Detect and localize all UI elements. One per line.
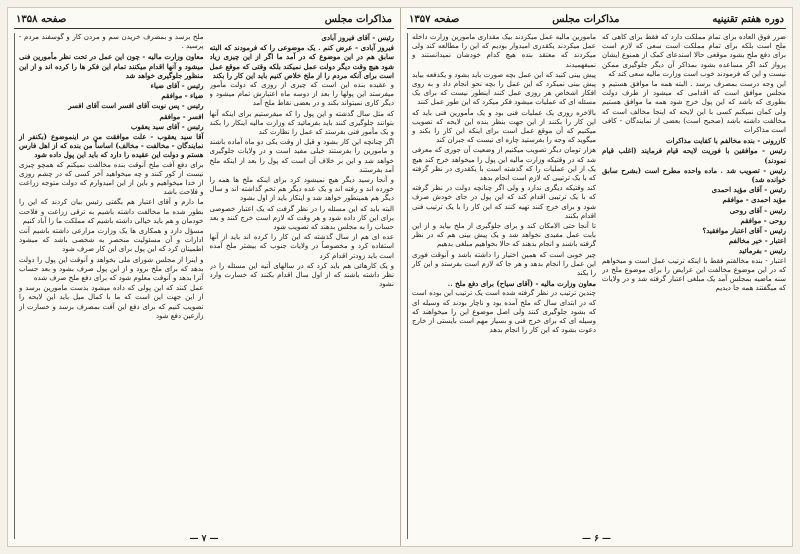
- text-paragraph: بالاخره روزی یک عملیات فنی بود و یک مأمورین فنی باید که این کار را بکنند از این جهت بنظر بنده این لایحه که تصویب میکنیم که آن موقع عمل است برای اینکه این کار را بکند و میگوید که وجه را بفرستید چاره ای نیست که جبران کند: [412, 108, 596, 145]
- column-right-b: [407, 33, 596, 539]
- page-1358: [8, 8, 400, 546]
- page-number: — ۶ —: [581, 534, 612, 544]
- speaker-paragraph: رئیس - بفرمائید: [738, 246, 786, 256]
- text-paragraph: مامورین مالیه عمل میکردند بیک مقداری مامورین وزارت داخله عمل میکردند یکقدری امیدوار بودیم که این را مطالعه کند ولی میکردند که معتقد بنده هیچ کدام خودشان نمیدانستند و نمیفهمیدند: [412, 33, 596, 69]
- text-paragraph: اعتبار - بنده مخالفتم فقط با اینکه ترتیب عمل است و میخواهم که در این موضوع مخالفت این عرایض را برای موضوع ملخ در سنه ماضیه بمجلس آمد یک مبلغی اعتبار گرفته شد و در ولایات که میگفتند همه جا دیدیم: [602, 256, 786, 293]
- text-paragraph: ما دارم و آقای اعتبار هم بگفتی رئیس بیان کردند که این را بطور شده ما مخالفت داشته باشیم به ترقی زراعت و فلاحت خودمان و هم باید خیالی داشته باشیم که مملکت ما را آباد کنیم: [19, 198, 204, 225]
- text-paragraph: تا آنجا حتی الامکان کند و برای جلوگیری از ملخ بیاید و از این بابت عمل مفیدی نخواهد شد و یک پیش بینی هم که در نظر گرفته باشند و انجام بدهند که حالا بخواهیم مبلغی بدهیم: [412, 222, 596, 249]
- speaker-paragraph: رئیس - آقای اعتبار موافقید؟: [702, 226, 786, 236]
- text-paragraph: و عقیده بنده این است که چیزی از روزی که دولت مأمور میفرستد این پولها را بعد از دوسه ماه اعتبارش تمام میشود و دیگر کاری نمیتواند بکند و در بعضی نقاط ملخ آمد: [209, 81, 394, 108]
- running-head-right: [407, 12, 786, 29]
- speaker-paragraph: رئیس - آقای فیروز آبادی: [321, 33, 394, 42]
- running-head-left: [14, 12, 394, 29]
- speaker-paragraph: آقا سید یعقوب - علت موافقت من در اینموضوع (بکنفر از نمایندگان - مخالفت - مخالف) اساساً من بنده که از اهل فارس هستم و دولت این عقیده را دارد که باید این پول داده شود: [19, 132, 204, 160]
- page-1357: [400, 8, 792, 546]
- speaker-paragraph: ضیاء - موافقم: [161, 91, 204, 101]
- column-left-b: [14, 33, 204, 539]
- speaker-paragraph: روحی - موافقم: [740, 215, 786, 225]
- page-label: صفحه ۱۳۵۷: [409, 13, 460, 25]
- journal-title: مذاکرات مجلس: [324, 13, 392, 25]
- speaker-paragraph: معاون وزارت مالیه - (آقای سیاح) برای دفع ملخ ..: [447, 279, 596, 289]
- journal-title: مذاکرات مجلس: [552, 13, 620, 25]
- speaker-paragraph: رئیس - آقای روحی: [729, 205, 786, 215]
- text-paragraph: عده ای هم از سال گذشته که این کار را کرده اند باید از آنها استفاده کرد و مخصوصاً در ولایات جنوب که بیشتر ملخ آمده است باید زودتر اقدام کرد: [209, 233, 394, 260]
- text-paragraph: برای دفع آفت ملخ آنوقت بنده مخالفت نمیکنم که همچو چیزی نیست از کور کنند و چه میخواهید آخر کسی که در چشم روزی از خدا میخواهیم و باین از این امیدوارم که دولت متوجه زراعت و فلاحت باشد: [19, 160, 204, 197]
- text-paragraph: این وجه درست بمصرف برسد . البته همه ما موافق هستیم و مجلس موافق است که اقدامی که میشود از طرف دولت بطوری که باشد که این پول خرج شود همه ما موافق هستیم ولی کمان نمیکنم کسی با این لایحه که اینجا مخالف است که مخالفت داشته باشد (صحیح است) بعضی از نمایندگان - کافی است مذاکرات: [602, 80, 786, 135]
- speaker-paragraph: مؤید احمدی - موافقم: [722, 195, 786, 205]
- speaker-paragraph: رئیس - موافقین با فوریت لایحه قیام فرمایند (اغلب قیام نمودند): [602, 146, 786, 165]
- column-left-a: [210, 33, 395, 539]
- speaker-paragraph: رئیس - تصویب شد . ماده واحده مطرح است (بشرح سابق خوانده شد): [602, 165, 786, 185]
- text-paragraph: چندین ترتیب در نظر گرفته شده است یک ترتیب این بوده است که در ابتدای سال که ملخ آمده بود و ناچار بودند که وسیله ای که بشود جلوگیری کنند ولی اصل موضوع این را میخواهند که وسیله ای که برای خرج فنی و بسیار مهم است بایستی از خارج دعوت بشود که این کار را انجام بدهد: [412, 289, 596, 335]
- text-paragraph: و یک کارهائی هم باید کرد که در سالهای آتیه این مسئله را در نظر داشته باشند که از اول سال اقدام بکنند که خسارت وارد نشود: [209, 261, 394, 289]
- speaker-paragraph: معاون وزارت مالیه - چون این عمل در تحت نظر مأمورین فنی میشود و آنها اقدام میکنند تمام این فکر ها را کرده اند و از این منظور جلوگیری خواهد شد: [19, 52, 204, 80]
- text-paragraph: و اینرا از مجلس شورای ملی بخواهد و آنوقت این پول را دولت بدهد که برای ملخ برود و از این پول صرف بشود و بعد حساب آنرا بدهد و آنوقت معلوم شود که برای دفع ملخ صرف شده: [19, 255, 204, 283]
- speaker-paragraph: رئیس - آقای مؤید احمدی: [711, 185, 786, 195]
- text-paragraph: کند وقتیکه دیگری ندارد و ولی اگر چنانچه دولت در نظر گرفته که با یک ترتیبی اقدام کند که این پول در جای خودش صرف شود و برای خرج کنند تهیه کنند که این کار را با یک ترتیب فنی اقدام بکنند: [412, 184, 596, 220]
- text-paragraph: که مثل سال گذشته و این پول را که میفرستیم برای اینکه آنها بتوانند جلوگیری کنند باید بفرمائید که وزارت مالیه اینکار را بکند و یک مأمور فنی بفرستد که عمل را نظارت کند: [209, 109, 394, 137]
- volume-title: دوره هفتم تقنینیه: [712, 13, 784, 25]
- text-paragraph: البته باید که این مسئله را در نظر گرفت که یک اعتبار خصوصی برای این کار داده شود و هر وقت که لازم است خرج کنند و بعد حساب را به مجلس بدهند که تصویب شود: [209, 204, 394, 232]
- text-paragraph: اگر چنانچه این کار بشود و قبل از وقت یکی دو ماه آماده باشند و مامورین را بفرستند خیلی مفید است و در ولایات جلوگیری خواهد شد و این بر خلاف آن است که پول را بعد از اینکه ملخ آمد بفرستند: [209, 138, 394, 174]
- text-paragraph: عمل کنند که این پولی که داده میشود بدست مامورین برسد و از این جهت این است که ما با کمال میل باید این لایحه را تصویب کنیم که برای دفع این آفت بمصرف برسد و خسارت از زارعین دفع شود: [19, 284, 204, 320]
- speaker-paragraph: اعتبار - خیر مخالفم: [728, 236, 786, 246]
- speaker-paragraph: رئیس - آقای سید یعقوب: [130, 121, 204, 131]
- page-number: — ۷ —: [189, 534, 219, 544]
- column-right-a: [602, 33, 786, 539]
- text-paragraph: چیز خوبی است که همین اختیار را داشته باشد و آنوقت فوری این عمل را انجام بدهد و هر جا که لازم است بفرستد و این کار را بکند: [412, 250, 596, 278]
- speaker-paragraph: رئیس - پس نوبت آقای افسر است آقای افسر: [68, 101, 204, 111]
- text-paragraph: پیش بینی کنید که این عمل بچه صورت باید بشود و یکدفعه بیاید پیش بینی نمیکرد که این عمل را بچه نحو انجام داد و به روی افکار اشخاص هر روزی عمل کنند اینطور نیست که برای یک مسئله ای که عملیات میشود فکر میکرد که این طور عمل کنند: [412, 70, 596, 107]
- speaker-paragraph: رئیس - آقای ضیاء: [150, 81, 204, 91]
- text-paragraph: هزار تومان دیگر تصویب میکنیم از وضعیت آن جوری که معرفی شد که در وقتیکه وزارت مالیه این پول را میخواهد خرج کند هیچ یک از این عملیات را که گذشته است با یکقدری در نظر گرفته که با یک ترتیبی که لازم است انجام بدهد: [412, 146, 596, 183]
- text-paragraph: و آنجا رسید دیگر هیچ نمیشود کرد برای اینکه ملخ ها همه را خورده اند و رفته اند و یک عده دیگر هم تخم گذاشته اند و سال دیگر هم همینطور خواهد شد و اینکار باید از اول بشود: [209, 176, 394, 203]
- text-paragraph: ضرر فوق العاده برای تمام مملکت دارد که فقط برای کاهی که ملح است بلکه برای تمام مملکت است سعی که لازم است برای دفع ملخ بشود موقعی حالا استدعای کمک از همنوع ایشان پرواز کند اگر مساعده بشود بمذاکر آن دیگر جلوگیری ممکن نیست و این که فرمودند خوب است وزارت مالیه سعی کند که: [602, 33, 786, 78]
- page-label: صفحه ۱۳۵۸: [16, 13, 67, 25]
- speaker-paragraph: فیروز آبادی - عرض کنم . یک موضوعی را که فرمودند که البته سابق هم در این موضوع که در آمد ما اگر از این چیزی زیاد شود هیچ وقت دیگر دولت عمل نمیکند بلکه وقتی که موقع عمل است برای آنکه مردم را از ملخ خلاص کنیم باید این کار را بکند: [209, 43, 394, 80]
- speaker-paragraph: افسر - موافقم: [159, 111, 204, 121]
- text-paragraph: مسؤل دارد و همکاری ها یک وزارت مزارعی داشته باشیم آنت ادارات و آن مسئولیت منحصر به شخصی باشد که میشود اطمینان کرد که این پول برای این کار صرف شود: [19, 227, 204, 254]
- text-paragraph: ملخ برسد و بمصرف خریدن سم و مردن کار و گوسفند مردم - پرسید .: [19, 33, 204, 51]
- book-spread: [8, 8, 792, 546]
- speaker-paragraph: کازرونی - بنده مخالفم با کفایت مذاکرات: [665, 136, 786, 146]
